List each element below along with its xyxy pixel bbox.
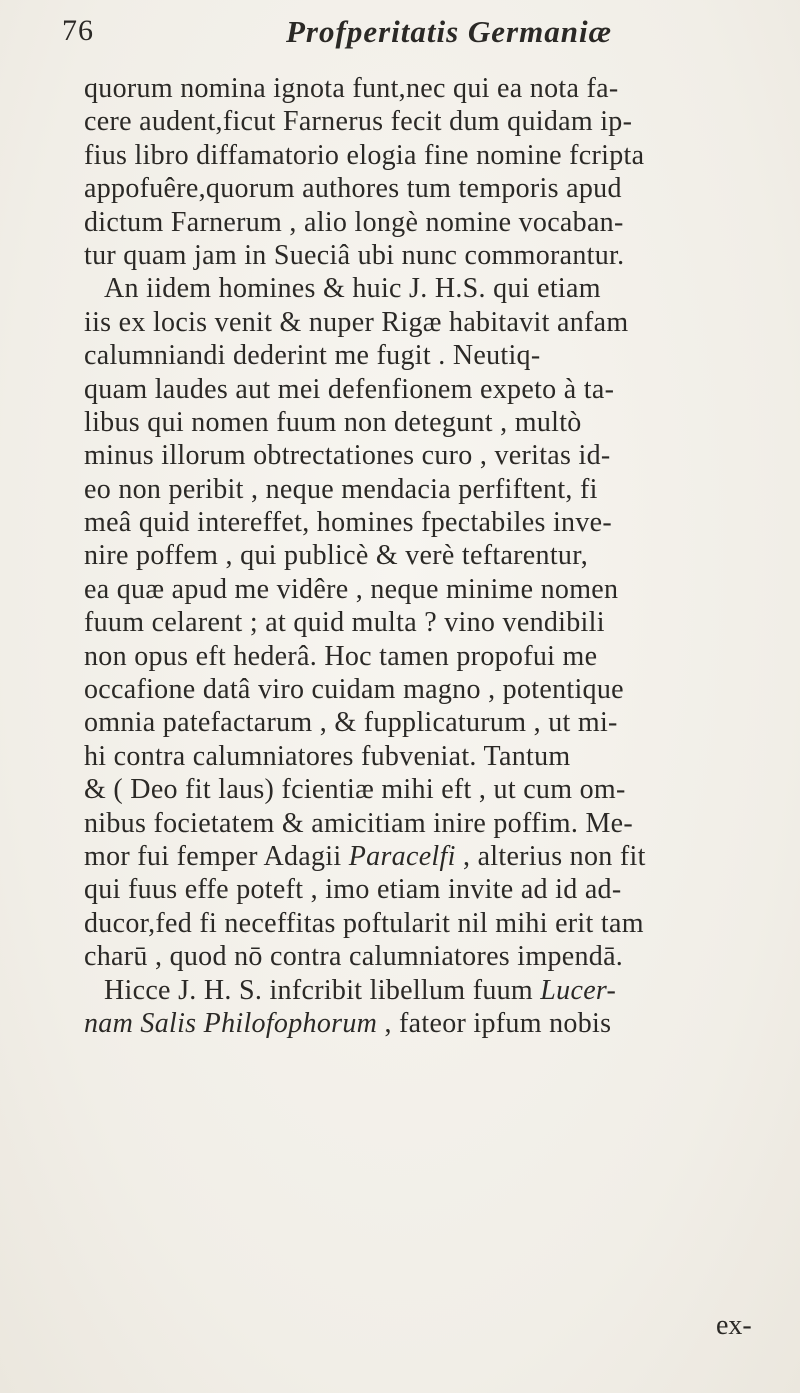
text-line	[84, 373, 774, 406]
text-line	[84, 807, 774, 840]
line-text: eo non peribit , neque mendacia perfiftent, fi	[84, 473, 598, 505]
text-line	[84, 306, 774, 339]
text-line	[84, 439, 774, 472]
line-text: minus illorum obtrectationes curo , veritas id-	[84, 440, 611, 472]
body-text	[84, 72, 774, 1040]
line-text-after: , alterius non fit	[455, 840, 646, 872]
line-text: non opus eft hederâ. Hoc tamen propofui me	[84, 640, 598, 672]
line-text: iis ex locis venit & nuper Rigæ habitavit anfam	[84, 306, 629, 338]
line-text: Hicce J. H. S. infcribit libellum fuum	[104, 974, 541, 1006]
line-text: libus qui nomen fuum non detegunt , multò	[84, 406, 582, 438]
line-text: hi contra calumniatores fubveniat. Tantum	[84, 740, 571, 772]
line-italic-text: nam Salis Philofophorum	[84, 1007, 378, 1039]
text-line	[84, 907, 774, 940]
line-text: An iidem homines & huic J. H.S. qui etiam	[104, 273, 601, 305]
text-line	[84, 940, 774, 973]
line-text: & ( Deo fit laus) fcientiæ mihi eft , ut cum om-	[84, 774, 626, 806]
line-text: occafione datâ viro cuidam magno , potentique	[84, 674, 624, 706]
text-line	[84, 72, 774, 105]
text-line	[84, 339, 774, 372]
text-line	[84, 406, 774, 439]
line-text: appofuêre,quorum authores tum temporis apud	[84, 173, 622, 205]
line-text: quam laudes aut mei defenfionem expeto à ta-	[84, 373, 615, 405]
text-line	[84, 139, 774, 172]
line-text: nibus focietatem & amicitiam inire poffim. Me-	[84, 807, 634, 839]
line-text: ducor,fed fi neceffitas poftularit nil mihi erit tam	[84, 907, 644, 939]
running-title: Profperitatis Germaniæ	[286, 14, 612, 49]
line-text-after: , fateor ipfum nobis	[377, 1007, 612, 1039]
text-line	[84, 706, 774, 739]
line-text: qui fuus effe poteft , imo etiam invite ad id ad-	[84, 874, 622, 906]
text-line	[84, 873, 774, 906]
line-text: quorum nomina ignota funt,nec qui ea nota fa-	[84, 73, 619, 104]
line-text: nire poffem , qui publicè & verè teftarentur,	[84, 540, 589, 572]
text-line	[84, 272, 774, 305]
text-line	[84, 840, 774, 873]
line-text: tur quam jam in Sueciâ ubi nunc commorantur.	[84, 239, 625, 271]
line-text: fuum celarent ; at quid multa ? vino vendibili	[84, 607, 605, 639]
text-line	[84, 1007, 774, 1040]
text-line	[84, 239, 774, 272]
text-line	[84, 606, 774, 639]
line-italic-text: Paracelfi	[348, 840, 456, 872]
line-text: fius libro diffamatorio elogia fine nomine fcripta	[84, 139, 645, 171]
line-text: omnia patefactarum , & fupplicaturum , ut mi-	[84, 707, 618, 739]
text-line	[84, 773, 774, 806]
catchword: ex-	[716, 1310, 752, 1341]
text-line	[84, 539, 774, 572]
text-line	[84, 573, 774, 606]
text-line	[84, 206, 774, 239]
text-line	[84, 740, 774, 773]
line-text: dictum Farnerum , alio longè nomine vocaban-	[84, 206, 624, 238]
line-text: ea quæ apud me vidêre , neque minime nomen	[84, 573, 619, 605]
text-line	[84, 172, 774, 205]
text-line	[84, 640, 774, 673]
page-header	[60, 14, 780, 54]
line-italic-text: Lucer-	[540, 974, 617, 1006]
line-text: calumniandi dederint me fugit . Neutiq-	[84, 340, 541, 372]
line-text: charū , quod nō contra calumniatores impendā.	[84, 941, 624, 973]
text-line	[84, 673, 774, 706]
text-line	[84, 105, 774, 138]
text-line	[84, 506, 774, 539]
line-text: mor fui femper Adagii	[84, 840, 349, 872]
page-number: 76	[62, 14, 94, 47]
text-line	[84, 974, 774, 1007]
line-text: meâ quid intereffet, homines fpectabiles inve-	[84, 507, 612, 539]
line-text: cere audent,ficut Farnerus fecit dum quidam ip-	[84, 106, 633, 138]
text-line	[84, 473, 774, 506]
